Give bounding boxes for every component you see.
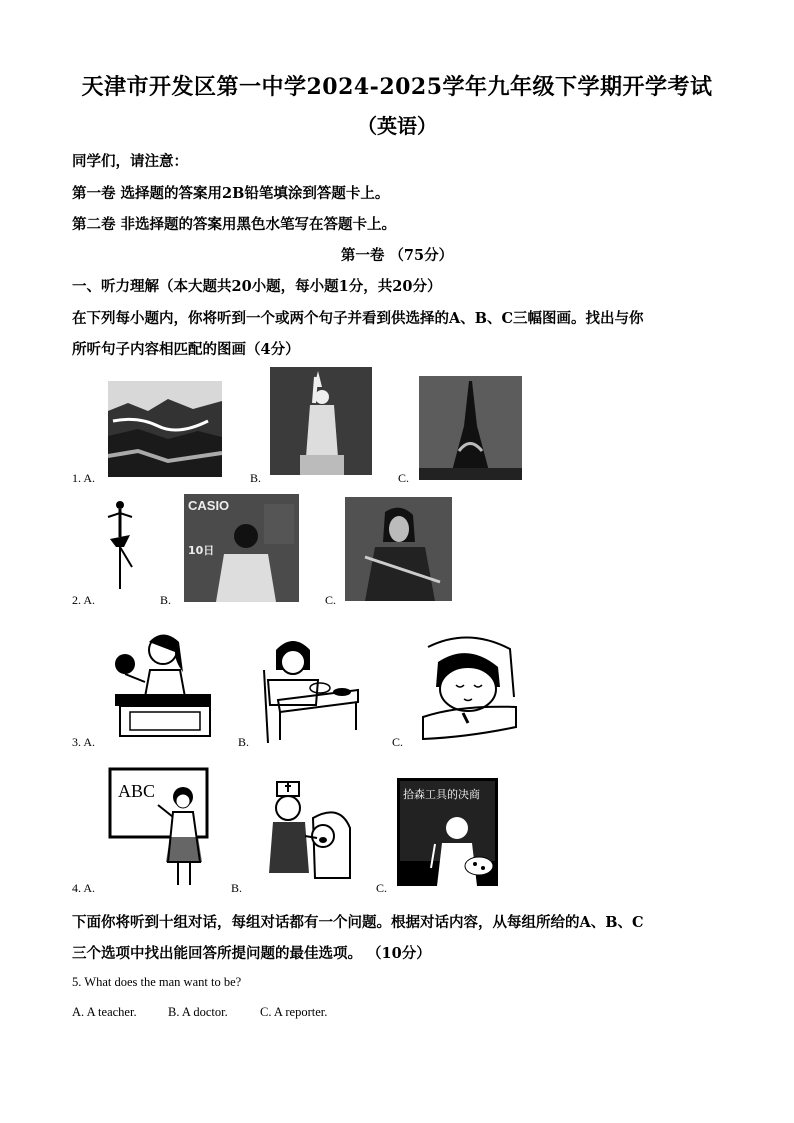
picture-3a-girl-at-desk-mirror	[105, 622, 213, 744]
q4-label-b: B.	[231, 881, 243, 895]
section2-instruction-2: 三个选项中找出能回答所提问题的最佳选项。 （10分）	[72, 945, 431, 962]
q2-label-a: 2. A.	[72, 593, 96, 607]
picture-2a-ballet-dancer	[100, 497, 140, 595]
board-text: 拾森工具的决商	[403, 788, 480, 801]
date-sign: 10日	[188, 544, 215, 557]
picture-1a-landscape	[108, 381, 222, 477]
q3-label-a: 3. A.	[72, 735, 96, 749]
q3-label-b: B.	[238, 735, 250, 749]
q2-label-c: C.	[325, 593, 337, 607]
notice-line-2: 第二卷 非选择题的答案用黑色水笔写在答题卡上。	[72, 216, 397, 233]
picture-2b-casio-stage	[184, 494, 299, 602]
picture-1c-eiffel-tower	[419, 376, 522, 480]
q4-label-c: C.	[376, 881, 388, 895]
section1-instruction-2: 所听句子内容相匹配的图画（4分）	[72, 341, 300, 358]
picture-1b-statue-of-liberty	[270, 367, 372, 475]
q1-label-b: B.	[250, 471, 262, 485]
q3-label-c: C.	[392, 735, 404, 749]
notice-heading: 同学们，请注意：	[72, 153, 188, 170]
page-title: 天津市开发区第一中学2024-2025学年九年级下学期开学考试	[81, 74, 713, 100]
q5-option-c: C. A reporter.	[260, 1005, 328, 1019]
picture-4b-dentist	[255, 778, 352, 888]
q1-label-c: C.	[398, 471, 410, 485]
q5-option-a: A. A teacher.	[72, 1005, 137, 1019]
q5-option-b: B. A doctor.	[168, 1005, 228, 1019]
picture-4a-teacher-at-blackboard	[108, 767, 209, 887]
picture-3b-girl-eating	[258, 630, 360, 743]
notice-line-1: 第一卷 选择题的答案用2B铅笔填涂到答题卡上。	[72, 185, 390, 202]
casio-sign: CASIO	[188, 498, 230, 513]
page-subtitle: （英语）	[357, 114, 437, 138]
section1-heading: 一、听力理解（本大题共20小题，每小题1分，共20分）	[72, 278, 442, 295]
section1-instruction-1: 在下列每小题内，你将听到一个或两个句子并看到供选择的A、B、C三幅图画。找出与你	[72, 310, 644, 327]
q5-question: 5. What does the man want to be?	[72, 975, 242, 989]
picture-4c-painter	[397, 778, 498, 886]
q1-label-a: 1. A.	[72, 471, 96, 485]
q4-label-a: 4. A.	[72, 881, 96, 895]
q2-label-b: B.	[160, 593, 172, 607]
volume-heading: 第一卷 （75分）	[340, 247, 454, 264]
blackboard-abc: ABC	[118, 781, 156, 801]
picture-2c-violinist	[345, 497, 452, 601]
section2-instruction-1: 下面你将听到十组对话，每组对话都有一个问题。根据对话内容，从每组所给的A、B、C	[72, 914, 644, 931]
picture-3c-girl-sleeping	[418, 627, 518, 743]
